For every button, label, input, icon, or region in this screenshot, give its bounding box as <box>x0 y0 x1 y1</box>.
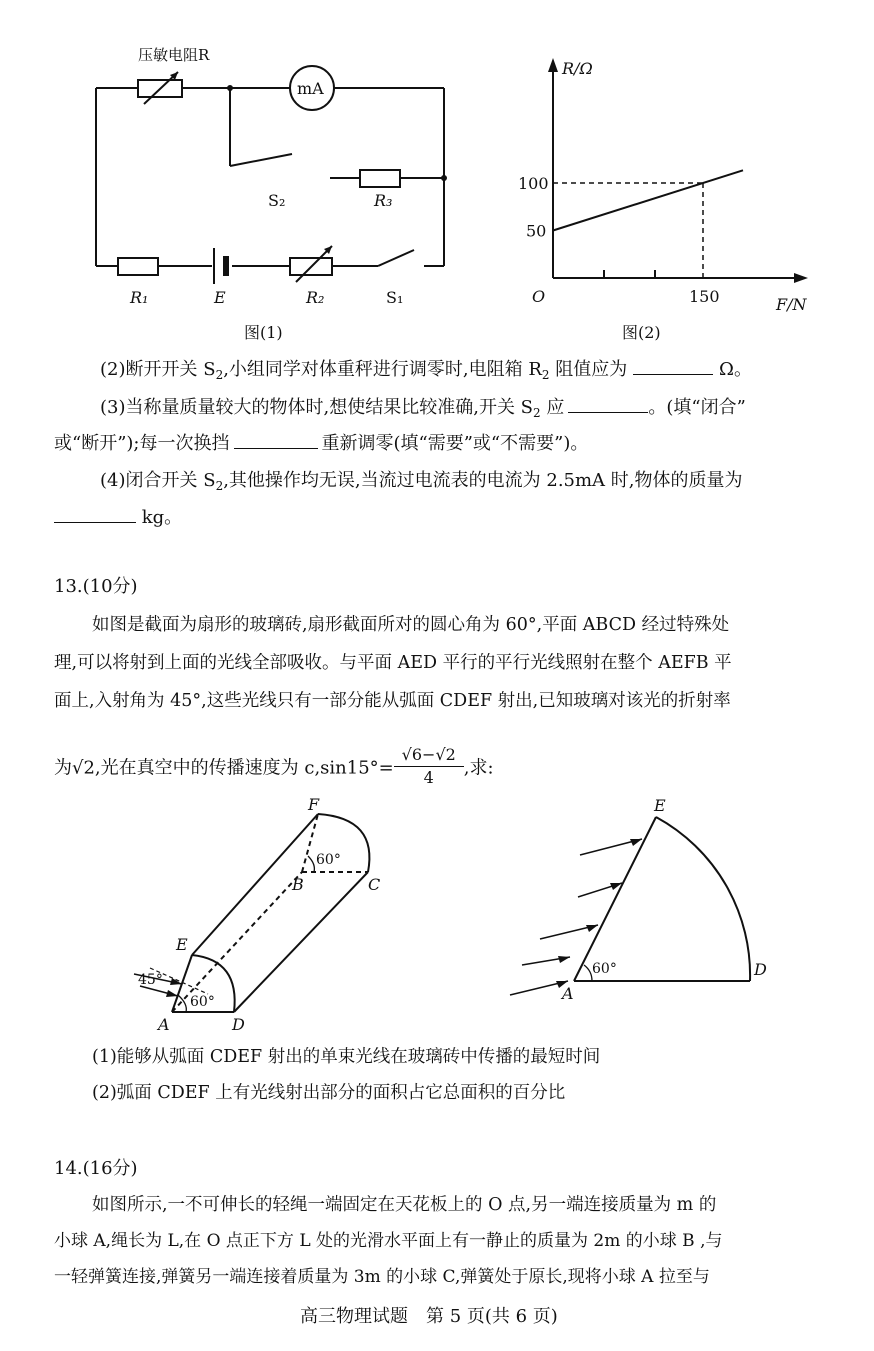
sector-label-a: A <box>562 984 574 1003</box>
q12-part2-text-a: (2)断开开关 S <box>100 359 216 380</box>
resistor-r1 <box>118 258 158 275</box>
q12-part4-text-b: ,其他操作均无误,当流过电流表的电流为 2.5mA 时,物体的质量为 <box>223 470 743 491</box>
sector-label-60: 60° <box>592 961 617 977</box>
label-60-front: 60° <box>190 994 215 1010</box>
q12-part2-sub2: 2 <box>541 368 550 382</box>
fraction-numerator: √6−√2 <box>394 744 464 767</box>
q12-part4-unit: kg。 <box>136 507 183 528</box>
q13-line-4-text: 为√2,光在真空中的传播速度为 c,sin15°= <box>54 757 394 779</box>
figure-1-caption: 图(1) <box>244 323 283 342</box>
q13-line-4-end: ,求: <box>463 757 494 779</box>
q12-part3-text-b: 应 <box>540 397 565 418</box>
q13-line-3: 面上,入射角为 45°,这些光线只有一部分能从弧面 CDEF 射出,已知玻璃对该光的折射率 <box>54 691 731 711</box>
sector-arrowhead-3 <box>586 925 598 932</box>
q12-part2-unit: Ω。 <box>713 359 752 380</box>
q13-line-2: 理,可以将射到上面的光线全部吸收。与平面 AED 平行的平行光线照射在整个 AEFB 平 <box>54 653 732 673</box>
switch-s2-blade <box>230 154 292 166</box>
label-b: B <box>292 875 304 894</box>
sector-arrowhead-1 <box>630 839 642 846</box>
figure-1-circuit <box>0 0 520 345</box>
sin15-fraction <box>394 744 464 789</box>
q13-sub-1: (1)能够从弧面 CDEF 射出的单束光线在玻璃砖中传播的最短时间 <box>92 1047 601 1067</box>
label-pressure-resistor: 压敏电阻R <box>138 46 210 64</box>
q12-part3 <box>100 396 746 420</box>
q12-part4-sub: 2 <box>215 479 224 493</box>
q13-line-4 <box>54 746 494 791</box>
label-meter: mA <box>297 79 324 98</box>
q14-heading: 14.(16分) <box>54 1158 138 1179</box>
sector-label-e: E <box>654 796 666 815</box>
q12-part3-text-c: 。(填“闭合” <box>648 397 746 418</box>
q12-part2-sub: 2 <box>215 368 224 382</box>
label-s1: S₁ <box>386 288 404 307</box>
q12-part3-line2-text-b: 重新调零(填“需要”或“不需要”)。 <box>321 433 589 454</box>
r-vs-f-line <box>553 170 743 230</box>
q12-part2 <box>100 358 752 382</box>
q12-part2-text-b: ,小组同学对体重秤进行调零时,电阻箱 R <box>223 359 542 380</box>
label-r1: R₁ <box>130 288 149 307</box>
sector-label-d: D <box>754 960 767 979</box>
q13-sub-2: (2)弧面 CDEF 上有光线射出部分的面积占它总面积的百分比 <box>92 1083 566 1103</box>
sector-angle-arc <box>584 965 592 981</box>
q12-part2-text-c: 阻值应为 <box>549 359 628 380</box>
ray-arrowhead-2 <box>166 990 178 997</box>
label-e-left: E <box>176 935 188 954</box>
q14-line-1: 如图所示,一不可伸长的轻绳一端固定在天花板上的 O 点,另一端连接质量为 m 的 <box>92 1195 717 1215</box>
x-tick-label-150: 150 <box>689 287 720 306</box>
q12-part4-text-a: (4)闭合开关 S <box>100 470 216 491</box>
q12-part3-blank-1[interactable] <box>568 396 648 413</box>
figure-2-caption: 图(2) <box>622 323 661 342</box>
sector-arc-ed <box>656 817 750 981</box>
q12-part3-blank-2[interactable] <box>234 432 318 449</box>
label-s2: S₂ <box>268 191 286 210</box>
label-c: C <box>368 875 381 894</box>
junction-dot-top <box>227 85 233 91</box>
label-d-left: D <box>232 1015 245 1034</box>
q14-line-3: 一轻弹簧连接,弹簧另一端连接着质量为 3m 的小球 C,弹簧处于原长,现将小球 A 拉至与 <box>54 1267 710 1287</box>
label-r2: R₂ <box>306 288 325 307</box>
y-axis-label: R/Ω <box>562 59 593 78</box>
edge-ab <box>172 872 302 1012</box>
q12-part4 <box>100 470 743 493</box>
page-footer: 高三物理试题 第 5 页(共 6 页) <box>300 1306 558 1327</box>
x-axis-label: F/N <box>776 295 807 314</box>
y-tick-label-100: 100 <box>518 174 549 193</box>
figure-2-graph <box>500 40 840 350</box>
sector-arrowhead-4 <box>558 956 570 963</box>
q12-part3-line2 <box>54 432 588 455</box>
label-45: 45° <box>138 972 163 988</box>
resistor-r3 <box>360 170 400 187</box>
q13-figure-3d-prism <box>120 790 410 1040</box>
q14-line-2: 小球 A,绳长为 L,在 O 点正下方 L 处的光滑水平面上有一静止的质量为 2m 的小球 B ,与 <box>54 1231 723 1251</box>
origin-label: O <box>532 287 546 306</box>
q12-part2-blank[interactable] <box>633 358 713 375</box>
label-r3: R₃ <box>374 191 393 210</box>
switch-s1-blade <box>378 250 414 266</box>
q12-part4-blank[interactable] <box>54 506 136 523</box>
q12-part3-sub: 2 <box>533 406 541 420</box>
x-axis-arrow <box>794 273 808 283</box>
q12-part4-line2 <box>54 506 182 529</box>
label-e: E <box>214 288 226 307</box>
y-axis-arrow <box>548 58 558 72</box>
y-tick-label-50: 50 <box>526 221 547 241</box>
label-60-back: 60° <box>316 852 341 868</box>
sector-edge-ae <box>574 817 656 981</box>
junction-dot-right <box>441 175 447 181</box>
q12-part3-text-a: (3)当称量质量较大的物体时,想使结果比较准确,开关 S <box>100 397 533 418</box>
q13-figure-sector <box>500 795 800 1010</box>
fraction-denominator: 4 <box>423 768 434 787</box>
q13-line-1: 如图是截面为扇形的玻璃砖,扇形截面所对的圆心角为 60°,平面 ABCD 经过特殊处 <box>92 615 730 635</box>
angle-arc-back <box>308 856 314 872</box>
label-f: F <box>308 795 320 814</box>
label-a-left: A <box>158 1015 170 1034</box>
q12-part3-line2-text-a: 或“断开”);每一次换挡 <box>54 433 230 454</box>
q13-heading: 13.(10分) <box>54 576 138 597</box>
